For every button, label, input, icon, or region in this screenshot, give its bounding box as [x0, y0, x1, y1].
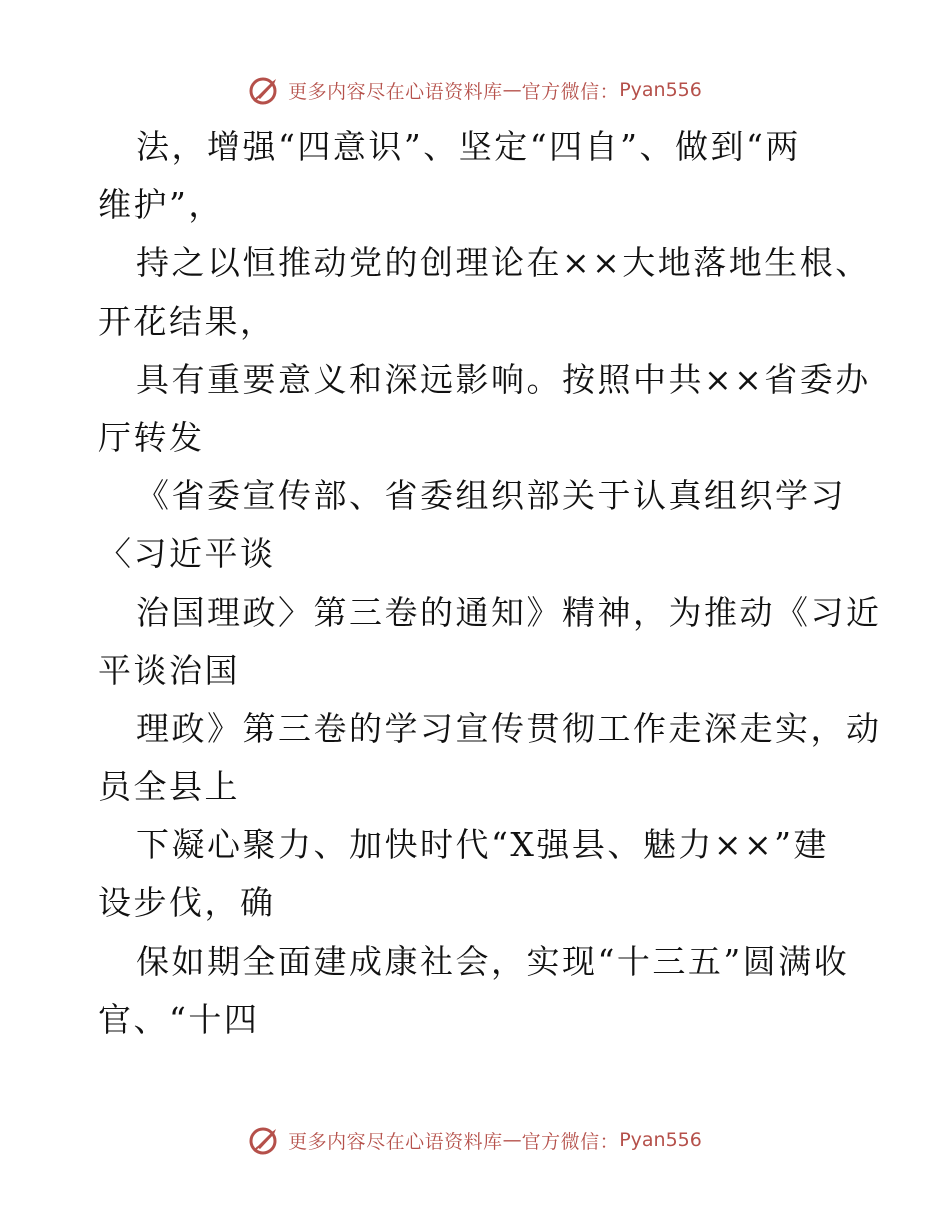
body-line: 〈习近平谈 — [98, 534, 276, 574]
document-body — [98, 118, 882, 1049]
watermark-wechat-id: Pyan556 — [619, 1129, 702, 1151]
watermark-separator: — — [502, 79, 522, 101]
body-line: 设步伐，确 — [98, 883, 276, 923]
body-line: 法，增强“四意识”、坚定“四自”、做到“两 — [136, 127, 801, 166]
watermark-wechat-id: Pyan556 — [619, 79, 702, 101]
body-line: 持之以恒推动党的创理论在××大地落地生根、 — [136, 243, 871, 283]
body-line: 厅转发 — [98, 417, 205, 457]
watermark-text: 更多内容尽在心语资料库 — [288, 1130, 503, 1153]
watermark-text: 更多内容尽在心语资料库 — [288, 80, 503, 103]
body-line: 下凝心聚力、加快时代“X强县、魅力××”建 — [136, 825, 830, 865]
body-line: 《省委宣传部、省委组织部关于认真组织学习 — [136, 476, 846, 516]
body-line: 具有重要意义和深远影响。按照中共××省委办 — [136, 359, 871, 399]
body-line: 治国理政〉第三卷的通知》精神，为推动《习近 — [136, 592, 882, 632]
body-line: 员全县上 — [98, 767, 240, 807]
header-watermark — [0, 70, 950, 110]
body-line: 维护”， — [98, 185, 224, 225]
body-line: 开花结果， — [98, 301, 276, 341]
watermark-separator: — — [502, 1129, 522, 1151]
pen-logo-icon — [248, 1123, 282, 1157]
footer-watermark — [0, 1120, 950, 1160]
body-line: 理政》第三卷的学习宣传贯彻工作走深走实，动 — [136, 708, 882, 748]
body-line: 平谈治国 — [98, 650, 240, 690]
body-line: 保如期全面建成康社会，实现“十三五”圆满收 — [136, 941, 850, 981]
pen-logo-icon — [248, 73, 282, 107]
watermark-official-label: 官方微信： — [521, 1130, 620, 1153]
watermark-official-label: 官方微信： — [521, 80, 620, 103]
body-line: 官、“十四 — [98, 999, 260, 1039]
